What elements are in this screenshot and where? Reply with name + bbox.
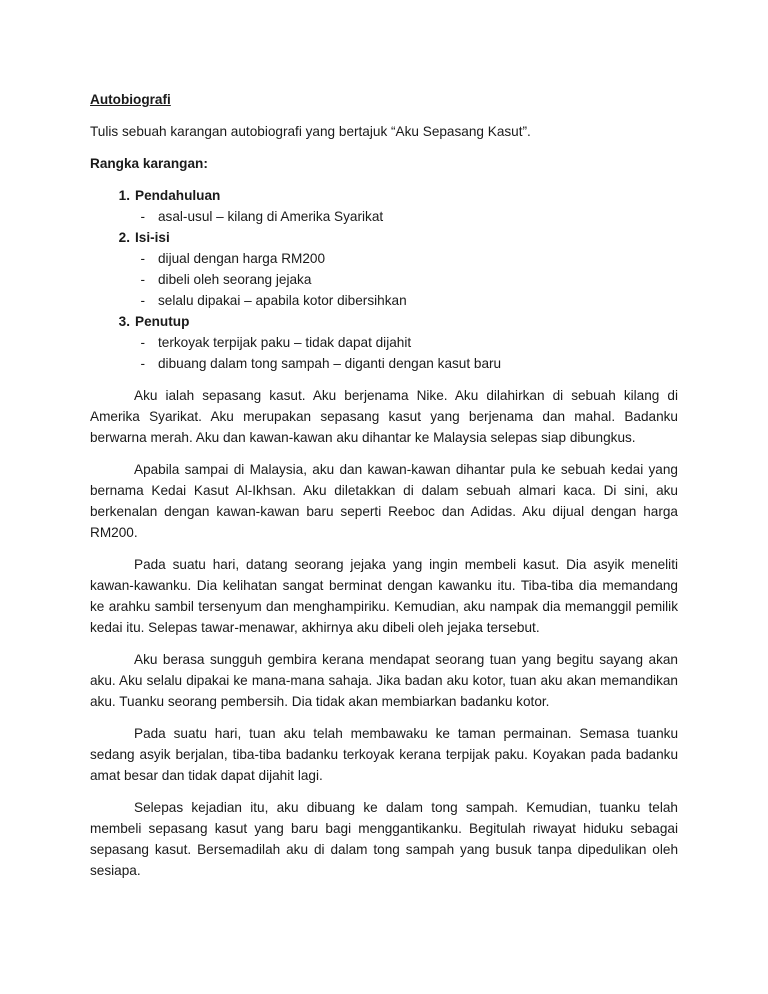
essay-paragraph: Pada suatu hari, tuan aku telah membawaku ke taman permainan. Semasa tuanku sedang asyik berjalan, tiba-tiba badanku terkoyak kerana terpijak paku. Koyakan pada badanku amat besar dan tidak dapat dijahit lagi. <box>90 726 678 783</box>
outline-point-text: terkoyak terpijak paku – tidak dapat dijahit <box>158 335 412 350</box>
outline-point-text: asal-usul – kilang di Amerika Syarikat <box>158 209 384 224</box>
outline-section-title: Penutup <box>135 314 190 329</box>
outline-point-text: dijual dengan harga RM200 <box>158 251 326 266</box>
outline-section-number: 3. <box>118 314 130 329</box>
outline-point-text: selalu dipakai – apabila kotor dibersihkan <box>158 293 407 308</box>
essay-body <box>90 385 678 881</box>
essay-paragraph: Selepas kejadian itu, aku dibuang ke dalam tong sampah. Kemudian, tuanku telah membeli sepasang kasut yang baru bagi menggantikanku. Begitulah riwayat hiduku sebagai sepasang kasut. Bersemadilah aku di dalam tong sampah yang busuk tanpa dipedulikan oleh sesiapa. <box>90 800 678 878</box>
outline-dash: - <box>140 335 145 350</box>
instruction-text: Tulis sebuah karangan autobiografi yang bertajuk “Aku Sepasang Kasut”. <box>90 124 531 139</box>
outline-section-title: Pendahuluan <box>135 188 221 203</box>
outline-heading: Rangka karangan: <box>90 156 208 171</box>
outline-dash: - <box>140 293 145 308</box>
outline-section-number: 2. <box>118 230 130 245</box>
outline-section-heading <box>90 185 678 206</box>
essay-outline <box>90 185 678 374</box>
outline-dash: - <box>140 356 145 371</box>
outline-point-text: dibuang dalam tong sampah – diganti dengan kasut baru <box>158 356 502 371</box>
outline-point-text: dibeli oleh seorang jejaka <box>158 272 312 287</box>
essay-paragraph: Apabila sampai di Malaysia, aku dan kawan-kawan dihantar pula ke sebuah kedai yang bernama Kedai Kasut Al-Ikhsan. Aku diletakkan di dalam sebuah almari kaca. Di sini, aku berkenalan dengan kawan-kawan baru seperti Reeboc dan Adidas. Aku dijual dengan harga RM200. <box>90 462 678 540</box>
outline-point <box>90 269 678 290</box>
outline-section-heading <box>90 227 678 248</box>
outline-point <box>90 206 678 227</box>
outline-section-body <box>90 227 678 311</box>
document-title: Autobiografi <box>90 92 171 107</box>
outline-section-conclusion <box>90 311 678 374</box>
outline-point <box>90 248 678 269</box>
outline-point <box>90 290 678 311</box>
outline-section-number: 1. <box>118 188 130 203</box>
essay-paragraph: Aku berasa sungguh gembira kerana mendapat seorang tuan yang begitu sayang akan aku. Aku selalu dipakai ke mana-mana sahaja. Jika badan aku kotor, tuan aku akan memandikan aku. Tuanku seorang pembersih. Dia tidak akan membiarkan badanku kotor. <box>90 652 678 709</box>
outline-section-heading <box>90 311 678 332</box>
outline-point <box>90 332 678 353</box>
essay-paragraph: Pada suatu hari, datang seorang jejaka yang ingin membeli kasut. Dia asyik meneliti kawan-kawanku. Dia kelihatan sangat berminat dengan kawanku itu. Tiba-tiba dia memandang ke arahku sambil tersenyum dan menghampiriku. Kemudian, aku nampak dia memanggil pemilik kedai itu. Selepas tawar-menawar, akhirnya aku dibeli oleh jejaka tersebut. <box>90 557 678 635</box>
outline-dash: - <box>140 251 145 266</box>
outline-dash: - <box>140 272 145 287</box>
outline-point <box>90 353 678 374</box>
outline-section-introduction <box>90 185 678 227</box>
outline-section-title: Isi-isi <box>135 230 170 245</box>
outline-dash: - <box>140 209 145 224</box>
essay-paragraph: Aku ialah sepasang kasut. Aku berjenama Nike. Aku dilahirkan di sebuah kilang di Amerika Syarikat. Aku merupakan sepasang kasut yang berjenama dan mahal. Badanku berwarna merah. Aku dan kawan-kawan aku dihantar ke Malaysia selepas siap dibungkus. <box>90 388 678 445</box>
